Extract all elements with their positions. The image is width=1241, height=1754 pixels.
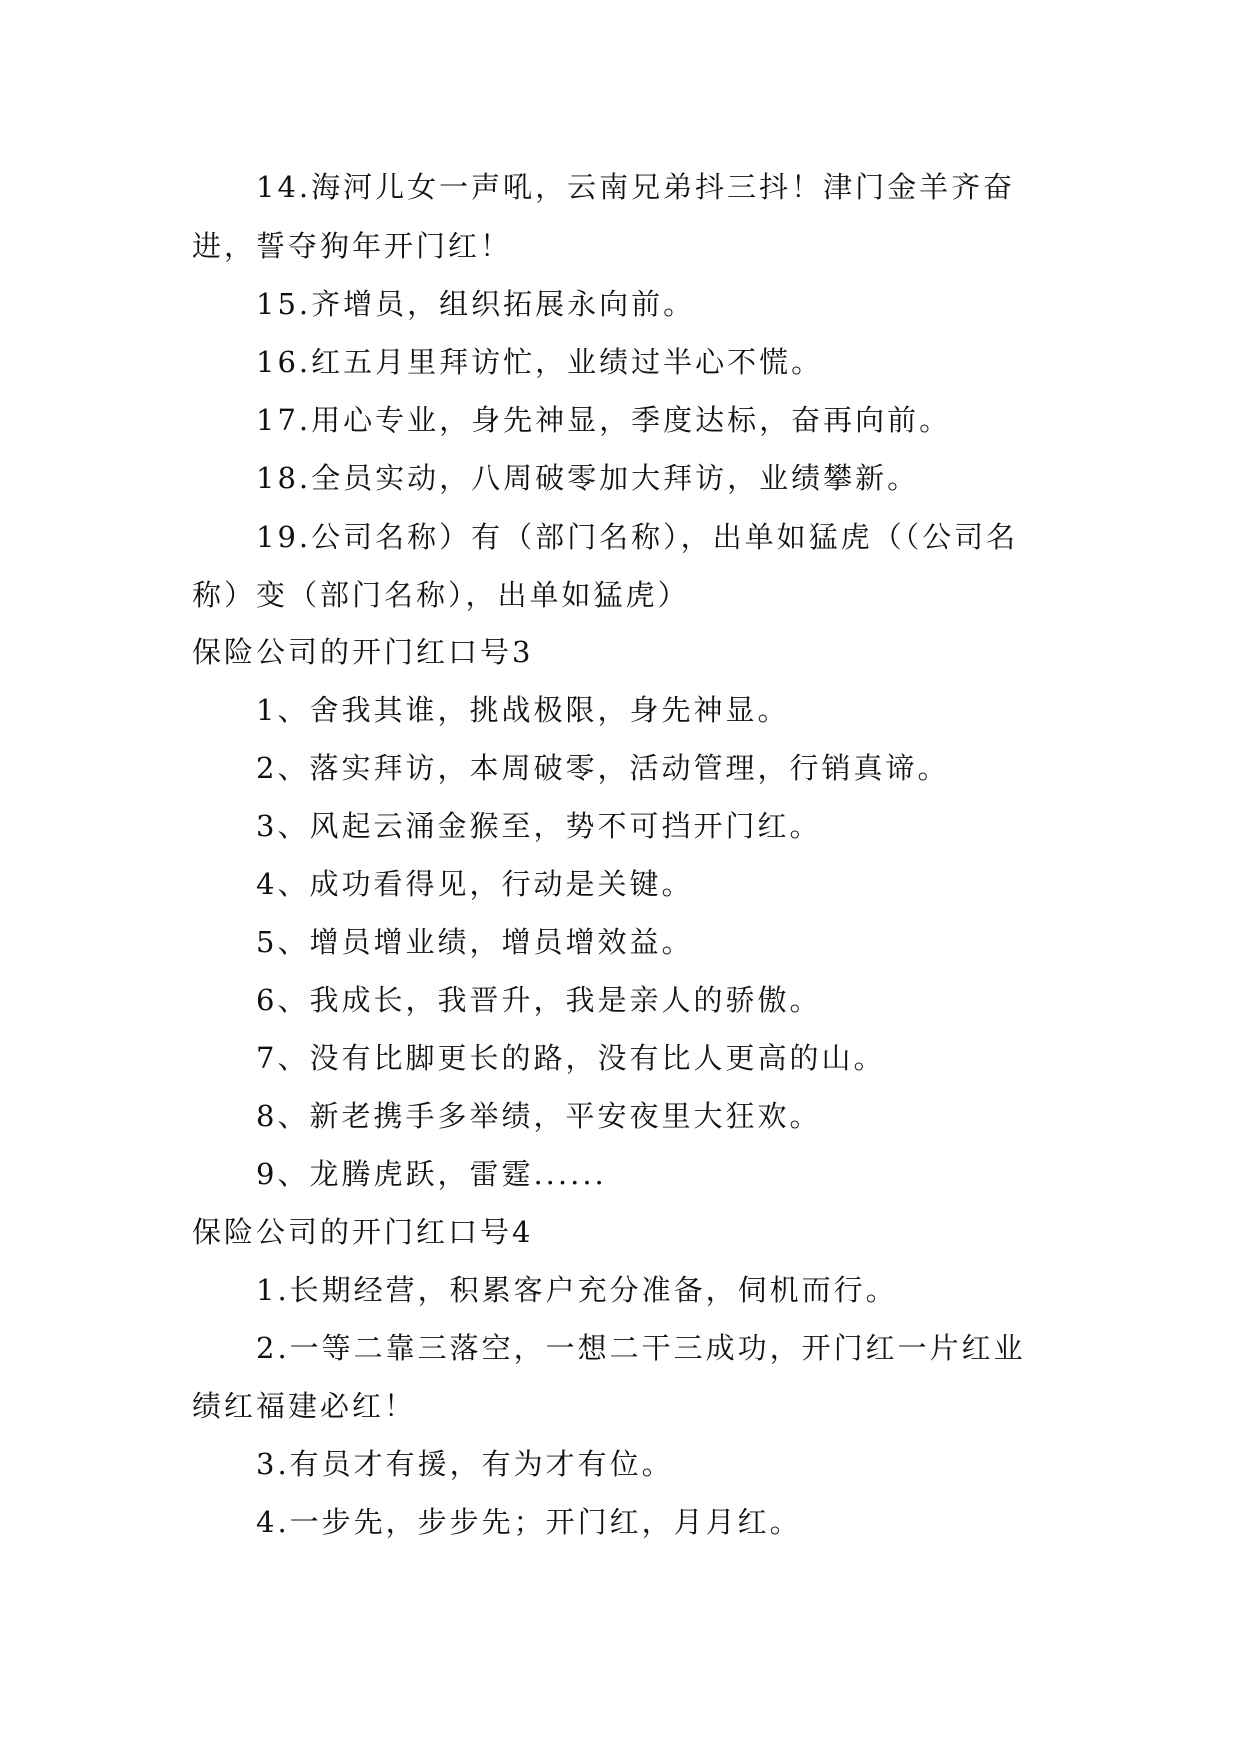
slogan-14-line-1: 14.海河儿女一声吼，云南兄弟抖三抖！津门金羊齐奋 [256,170,1016,204]
slogan-18: 18.全员实动，八周破零加大拜访，业绩攀新。 [256,461,920,495]
item-3: 3.有员才有援，有为才有位。 [256,1447,674,1481]
list-item-7: 7、没有比脚更长的路，没有比人更高的山。 [256,1041,886,1075]
item-4: 4.一步先，步步先；开门红，月月红。 [256,1505,802,1539]
slogan-15: 15.齐增员，组织拓展永向前。 [256,287,696,321]
list-item-8: 8、新老携手多举绩，平安夜里大狂欢。 [256,1099,822,1133]
slogan-14-line-2: 进，誓夺狗年开门红！ [192,229,513,263]
list-item-2: 2、落实拜访，本周破零，活动管理，行销真谛。 [256,751,950,785]
slogan-17: 17.用心专业，身先神显，季度达标，奋再向前。 [256,403,952,437]
slogan-19-line-1: 19.公司名称）有（部门名称），出单如猛虎（（公司名 [256,520,1019,554]
list-item-1: 1、舍我其谁，挑战极限，身先神显。 [256,693,790,727]
list-item-4: 4、成功看得见，行动是关键。 [256,867,694,901]
item-2-line-2: 绩红福建必红！ [192,1389,417,1423]
section-heading-4: 保险公司的开门红口号4 [192,1215,534,1249]
list-item-5: 5、增员增业绩，增员增效益。 [256,925,694,959]
list-item-6: 6、我成长，我晋升，我是亲人的骄傲。 [256,983,822,1017]
list-item-9: 9、龙腾虎跃，雷霆...... [256,1157,607,1191]
item-1: 1.长期经营，积累客户充分准备，伺机而行。 [256,1273,898,1307]
slogan-16: 16.红五月里拜访忙，业绩过半心不慌。 [256,345,824,379]
section-heading-3: 保险公司的开门红口号3 [192,635,534,669]
slogan-19-line-2: 称）变（部门名称），出单如猛虎） [192,578,690,612]
item-2-line-1: 2.一等二靠三落空，一想二干三成功，开门红一片红业 [256,1331,1026,1365]
list-item-3: 3、风起云涌金猴至，势不可挡开门红。 [256,809,822,843]
